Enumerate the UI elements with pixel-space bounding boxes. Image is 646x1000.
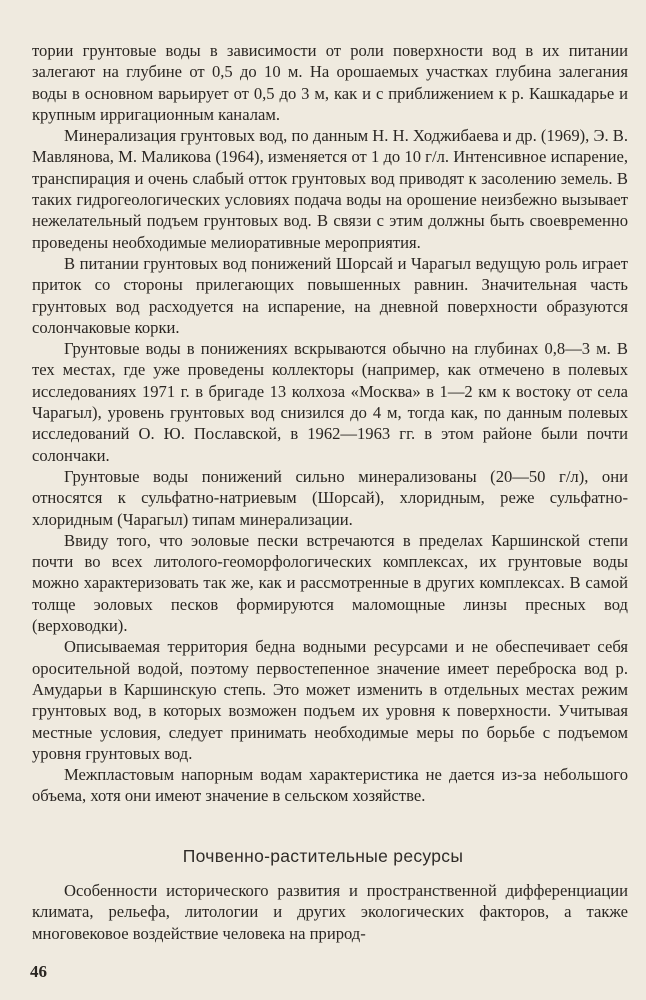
paragraph-3: В питании грунтовых вод понижений Шорсай и Чарагыл ведущую роль играет приток со стороны прилегающих повышенных равнин. Значительная часть грунтовых вод расходуется на испарение, на дневной поверхности образуются солончаковые корки. [32,253,628,337]
section-text [32,880,628,944]
section-paragraph: Особенности исторического развития и пространственной дифференциации климата, рельефа, литологии и других экологических факторов, а также многовековое воздействие человека на природ- [32,881,628,943]
paragraph-5: Грунтовые воды понижений сильно минерализованы (20—50 г/л), они относятся к сульфатно-натриевым (Шорсай), хлоридным, реже сульфатно-хлоридным (Чарагыл) типам минерализации. [32,466,628,529]
section-heading: Почвенно-растительные ресурсы [182,846,464,866]
paragraph-8: Межпластовым напорным водам характеристика не дается из-за небольшого объема, хотя они имеют значение в сельском хозяйстве. [32,765,628,806]
body-text [32,40,628,807]
paragraph-6: Ввиду того, что эоловые пески встречаются в пределах Каршинской степи почти во всех литолого-геоморфологических комплексах, их грунтовые воды можно характеризовать так же, как и рассмотренные в других комплексах. В самой толще эоловых песков формируются маломощные линзы пресных вод (верховодки). [32,530,628,636]
paragraph-7: Описываемая территория бедна водными ресурсами и не обеспечивает себя оросительной водой, поэтому первостепенное значение имеет переброска вод р. Амударьи в Каршинскую степь. Это может изменить в отдельных местах режим грунтовых вод, в которых возможен подъем их уровня к поверхности. Учитывая местные условия, следует принимать необходимые меры по борьбе с подъемом уровня грунтовых вод. [32,637,628,763]
paragraph-2: Минерализация грунтовых вод, по данным Н. Н. Ходжибаева и др. (1969), Э. В. Мавлянова, М. Маликова (1964), изменяется от 1 до 10 г/л. Интенсивное испарение, транспирация и очень слабый отток грунтовых вод приводят к засолению земель. В таких гидрогеологических условиях подача воды на орошение неизбежно вызывает нежелательный подъем грунтовых вод. В связи с этим должны быть своевременно проведены необходимые мелиоративные мероприятия. [32,126,628,252]
paragraph-4: Грунтовые воды в понижениях вскрываются обычно на глубинах 0,8—3 м. В тех местах, где уже проведены коллекторы (например, как отмечено в полевых исследованиях 1971 г. в бригаде 13 колхоза «Москва» в 1—2 км к востоку от села Чарагыл), уровень грунтовых вод снизился до 4 м, тогда как, по данным полевых исследований О. Ю. Пославской, в 1962—1963 гг. в этом районе были почти солончаки. [32,339,628,465]
page-number: 46 [30,962,47,981]
paragraph-1: тории грунтовые воды в зависимости от роли поверхности вод в их питании залегают на глубине от 0,5 до 10 м. На орошаемых участках глубина залегания воды в основном варьирует от 0,5 до 3 м, как и с приближением к р. Кашкадарье и крупным ирригационным каналам. [32,41,628,124]
